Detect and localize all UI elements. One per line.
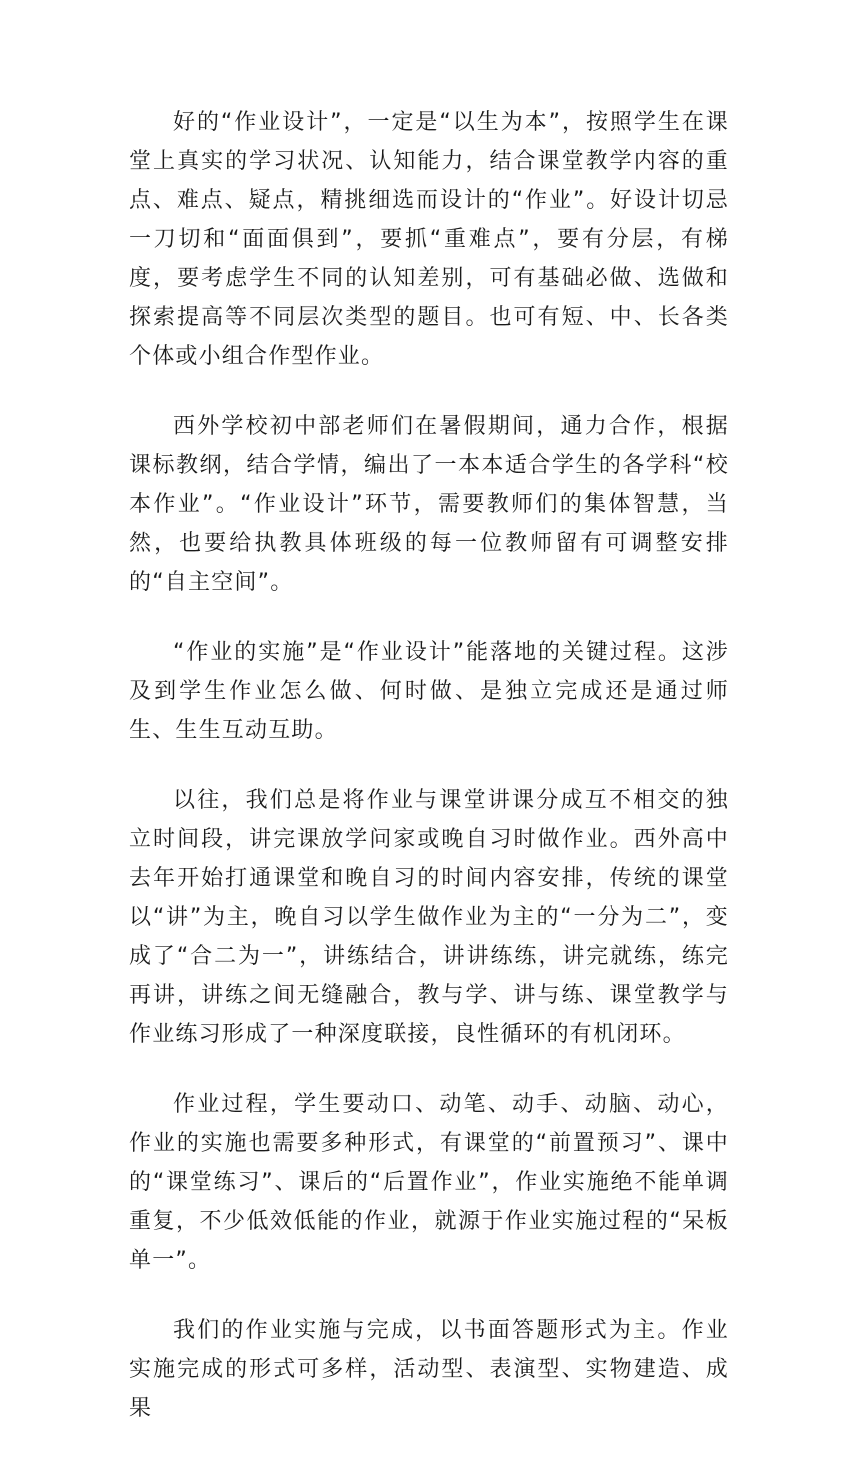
paragraph-5: 作业过程，学生要动口、动笔、动手、动脑、动心，作业的实施也需要多种形式，有课堂的“前置预习”、课中的“课堂练习”、课后的“后置作业”，作业实施绝不能单调重复，不少低效低能的作业，就源于作业实施过程的“呆板单一”。 (129, 1092, 729, 1273)
document-page (129, 103, 729, 1459)
paragraph-4: 以往，我们总是将作业与课堂讲课分成互不相交的独立时间段，讲完课放学问家或晚自习时做作业。西外高中去年开始打通课堂和晚自习的时间内容安排，传统的课堂以“讲”为主，晚自习以学生做作业为主的“一分为二”，变成了“合二为一”，讲练结合，讲讲练练，讲完就练，练完再讲，讲练之间无缝融合，教与学、讲与练、课堂教学与作业练习形成了一种深度联接，良性循环的有机闭环。 (129, 788, 729, 1047)
paragraph-2: 西外学校初中部老师们在暑假期间，通力合作，根据课标教纲，结合学情，编出了一本本适合学生的各学科“校本作业”。“作业设计”环节，需要教师们的集体智慧，当然，也要给执教具体班级的每一位教师留有可调整安排的“自主空间”。 (129, 414, 729, 595)
paragraph-3: “作业的实施”是“作业设计”能落地的关键过程。这涉及到学生作业怎么做、何时做、是独立完成还是通过师生、生生互动互助。 (129, 640, 729, 743)
paragraph-1: 好的“作业设计”，一定是“以生为本”，按照学生在课堂上真实的学习状况、认知能力，结合课堂教学内容的重点、难点、疑点，精挑细选而设计的“作业”。好设计切忌一刀切和“面面俱到”，要抓“重难点”，要有分层，有梯度，要考虑学生不同的认知差别，可有基础必做、选做和探索提高等不同层次类型的题目。也可有短、中、长各类个体或小组合作型作业。 (129, 110, 729, 369)
paragraph-6: 我们的作业实施与完成，以书面答题形式为主。作业实施完成的形式可多样，活动型、表演型、实物建造、成果 (129, 1318, 729, 1421)
